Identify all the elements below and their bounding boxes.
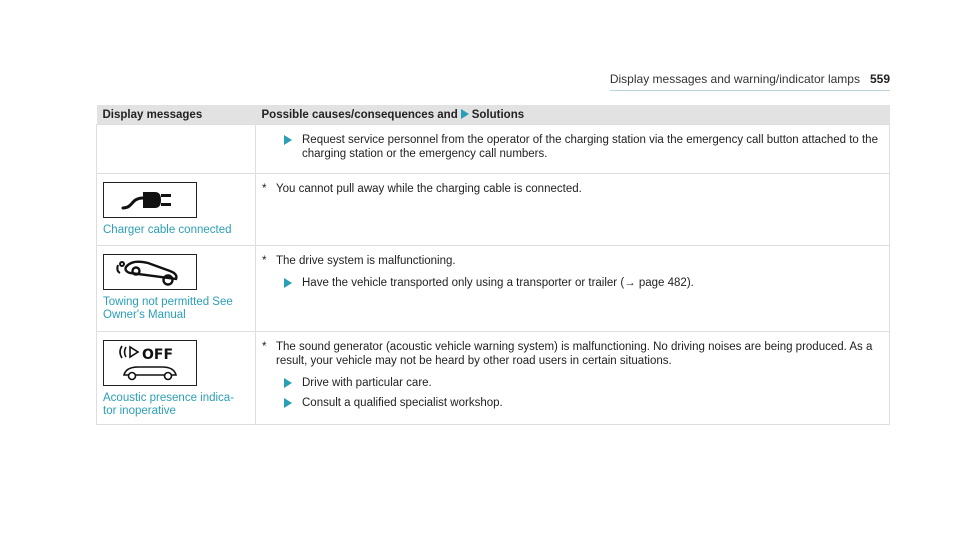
acoustic-presence-off-icon — [103, 340, 197, 386]
row-cause-cell — [256, 174, 890, 246]
col-header-causes-solutions — [256, 105, 890, 125]
message-label: Towing not permitted See Owner's Manual — [103, 296, 233, 321]
page-header — [610, 72, 890, 86]
row-message-cell — [97, 174, 256, 246]
solution-step-text: Have the vehicle transported only using a transporter or trailer (→ page 482). — [302, 277, 694, 289]
icon-off-text: OFF — [142, 347, 174, 363]
solution-arrow-icon — [284, 135, 292, 145]
solution-step — [262, 396, 883, 410]
table-row — [97, 246, 890, 332]
row-message-cell — [97, 332, 256, 425]
solution-step — [262, 376, 883, 390]
row-solution-cell — [256, 125, 890, 174]
cause-star: * — [262, 341, 267, 353]
cause-item — [262, 182, 883, 196]
cause-star: * — [262, 183, 267, 195]
towing-car-icon — [103, 254, 197, 290]
row-cause-cell — [256, 332, 890, 425]
col-header-display-messages: Display messages — [97, 105, 256, 125]
cause-item — [262, 340, 883, 368]
cause-text: You cannot pull away while the charging cable is connected. — [276, 183, 582, 195]
cause-item — [262, 254, 883, 268]
solution-arrow-icon — [461, 109, 469, 119]
col-header-solutions-text: Solutions — [471, 108, 525, 121]
header-divider — [610, 90, 890, 91]
table-row — [97, 174, 890, 246]
row-message-cell — [97, 125, 256, 174]
solution-arrow-icon — [284, 378, 292, 388]
message-label: Charger cable connected — [103, 224, 232, 236]
row-cause-cell — [256, 246, 890, 332]
solution-step-text: Drive with particular care. — [302, 377, 432, 389]
col-header-causes-text: Possible causes/consequences and — [261, 108, 458, 121]
solution-step — [262, 133, 883, 161]
solution-step-text: Request service personnel from the operator of the charging station via the emergency call button attached to the charging station or the emergency call numbers. — [302, 134, 878, 160]
solution-step-text: Consult a qualified specialist workshop. — [302, 397, 503, 409]
table-row — [97, 332, 890, 425]
page-header-title: Display messages and warning/indicator lamps — [609, 72, 860, 86]
message-label: Acoustic presence indica- tor inoperative — [103, 392, 235, 417]
cause-text: The drive system is malfunctioning. — [276, 255, 456, 267]
page-number: 559 — [869, 72, 890, 86]
solution-arrow-icon — [284, 278, 292, 288]
display-messages-table — [96, 105, 890, 425]
table-row — [97, 125, 890, 174]
cause-text: The sound generator (acoustic vehicle warning system) is malfunctioning. No driving noises are being produced. As a result, your vehicle may not be heard by other road users in certain situations. — [276, 341, 873, 367]
table-header-row — [97, 105, 890, 125]
cause-star: * — [262, 255, 267, 267]
row-message-cell — [97, 246, 256, 332]
solution-step — [262, 276, 883, 290]
charger-plug-icon — [103, 182, 197, 218]
solution-arrow-icon — [284, 398, 292, 408]
